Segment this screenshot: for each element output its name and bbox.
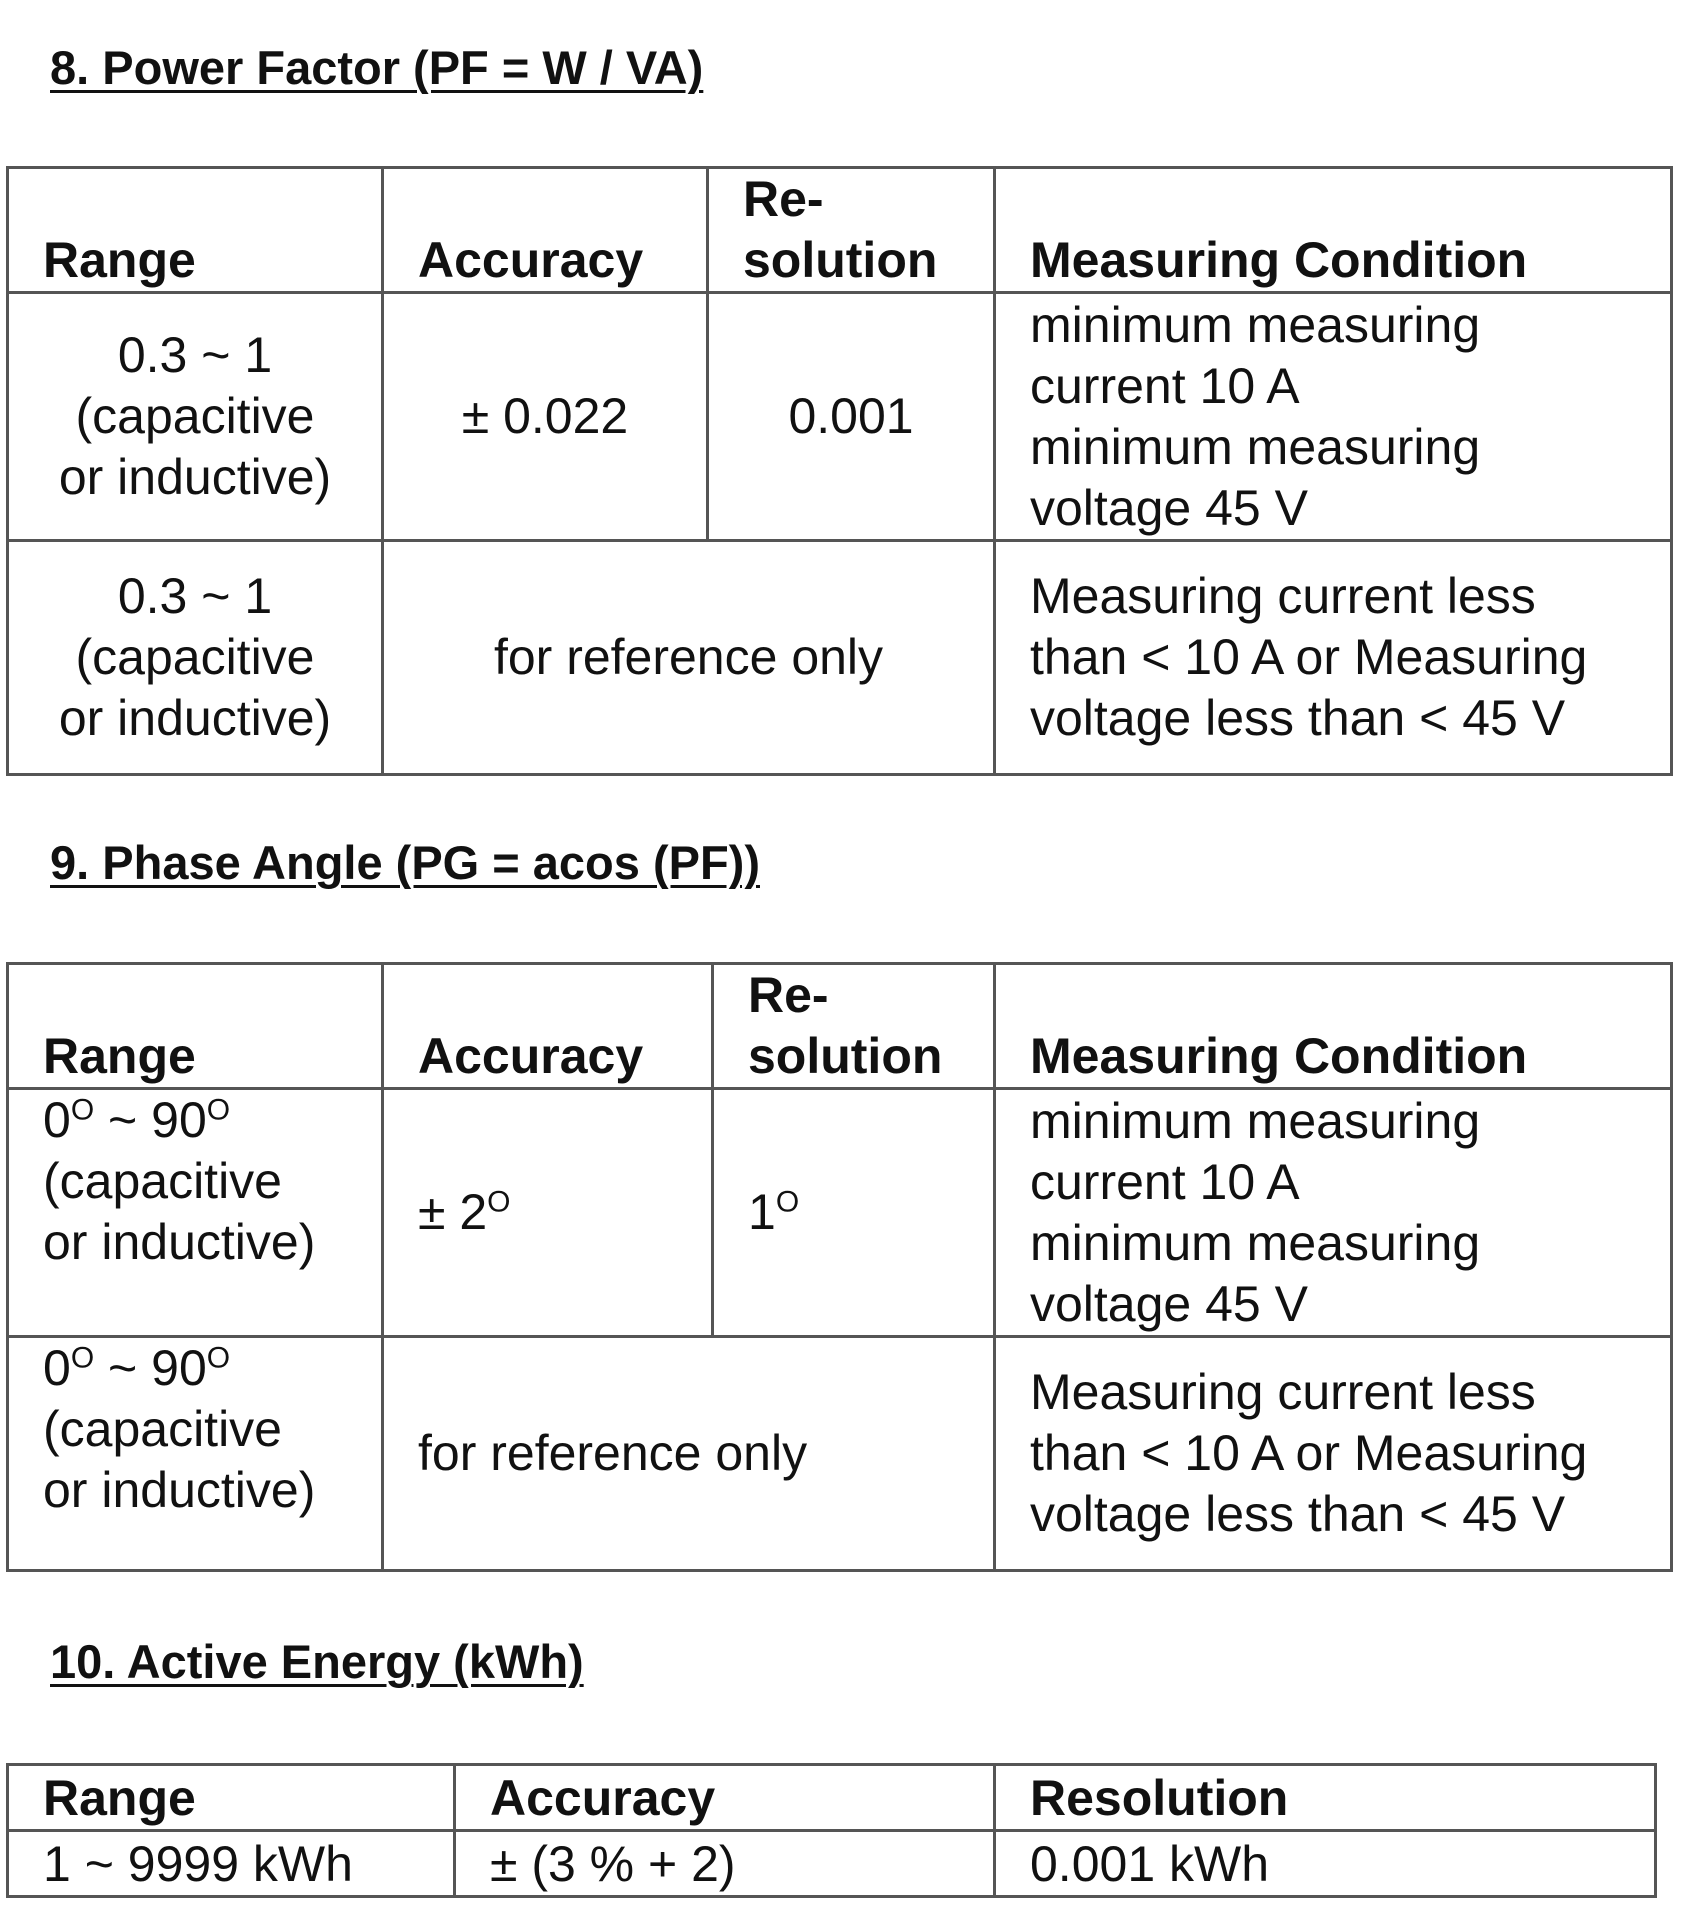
header-resolution: Re- solution [713,964,995,1089]
table-row [8,1831,1656,1897]
header-range: Range [8,168,383,293]
accuracy-cell: ± 0.022 [383,293,708,541]
power-factor-table [6,166,1673,776]
header-resolution: Resolution [995,1765,1656,1831]
range-cell: $0^O$ ~ $90^O$ (capacitive or inductive) [8,1089,383,1337]
header-condition: Measuring Condition [995,964,1672,1089]
reference-only-cell: for reference only [383,1337,995,1571]
active-energy-table [6,1763,1657,1898]
header-accuracy: Accuracy [383,168,708,293]
range-cell: 0.3 ~ 1 (capacitive or inductive) [8,293,383,541]
condition-cell: minimum measuring current 10 A minimum measuring voltage 45 V [995,1089,1672,1337]
header-range: Range [8,964,383,1089]
condition-cell: Measuring current less than < 10 A or Measuring voltage less than < 45 V [995,1337,1672,1571]
table-row [8,293,1672,541]
table-row [8,541,1672,775]
header-accuracy: Accuracy [455,1765,995,1831]
reference-only-cell: for reference only [383,541,995,775]
table-header-row [8,1765,1656,1831]
table-header-row [8,964,1672,1089]
phase-angle-table [6,962,1673,1572]
range-cell: 0.3 ~ 1 (capacitive or inductive) [8,541,383,775]
header-accuracy: Accuracy [383,964,713,1089]
section-title-active-energy: 10. Active Energy (kWh) [50,1635,584,1688]
accuracy-cell: ± $2^O$ [383,1089,713,1337]
resolution-cell: 0.001 kWh [995,1831,1656,1897]
condition-cell: minimum measuring current 10 A minimum measuring voltage 45 V [995,293,1672,541]
accuracy-cell: ± (3 % + 2) [455,1831,995,1897]
header-range: Range [8,1765,455,1831]
header-resolution: Re- solution [708,168,995,293]
resolution-cell: $1^O$ [713,1089,995,1337]
table-row [8,1337,1672,1571]
resolution-cell: 0.001 [708,293,995,541]
table-header-row [8,168,1672,293]
header-condition: Measuring Condition [995,168,1672,293]
range-cell: $0^O$ ~ $90^O$ (capacitive or inductive) [8,1337,383,1571]
section-title-phase-angle: 9. Phase Angle (PG = acos (PF)) [50,836,760,889]
section-title-power-factor: 8. Power Factor (PF = W / VA) [50,41,704,94]
condition-cell: Measuring current less than < 10 A or Measuring voltage less than < 45 V [995,541,1672,775]
table-row [8,1089,1672,1337]
range-cell: 1 ~ 9999 kWh [8,1831,455,1897]
